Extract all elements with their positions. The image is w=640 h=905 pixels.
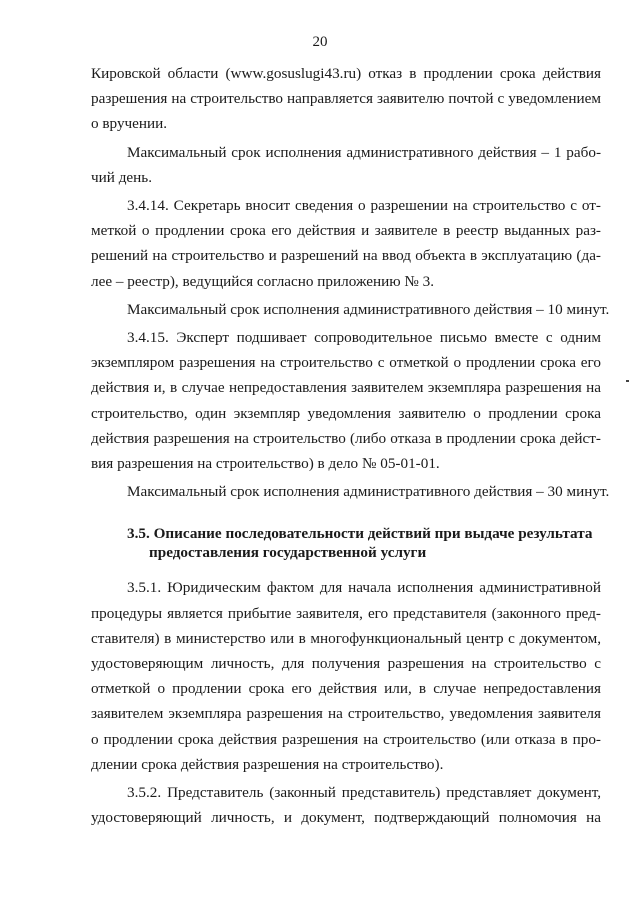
paragraph-3: [91, 193, 601, 294]
document-body: [91, 61, 610, 830]
text-line: меткой о продлении срока его действия и заявителе в реестр выданных раз-: [91, 222, 601, 240]
paragraph-6: [91, 479, 610, 504]
text-line: удостоверяющий личность, и документ, подтверждающий полномочия на: [91, 809, 601, 827]
text-line: Кировской области (www.gosuslugi43.ru) отказ в продлении срока действия: [91, 65, 601, 82]
text-line: 3.5.2. Представитель (законный представитель) представляет документ,: [127, 784, 601, 802]
text-line: 3.5.1. Юридическим фактом для начала исполнения административной: [127, 579, 601, 597]
text-line: решений на строительство и разрешений на ввод объекта в эксплуатацию (да-: [91, 247, 601, 265]
text-line: вия разрешения на строительство) в дело № 05-01-01.: [91, 455, 440, 473]
text-line: о продлении срока действия разрешения на строительство (или отказа в про-: [91, 730, 601, 748]
text-line: заявителем экземпляра разрешения на строительство, уведомления заявителя: [91, 705, 601, 723]
text-line: ставителя) в министерство или в многофункциональный центр с документом,: [91, 629, 601, 647]
scan-speck: [626, 380, 629, 382]
text-line: Максимальный срок исполнения административного действия – 10 минут.: [127, 300, 610, 318]
paragraph-2: [91, 140, 601, 190]
text-line: процедуры является прибытие заявителя, его представителя (законного пред-: [91, 604, 601, 622]
text-line: действия разрешения на строительство (либо отказа в продлении срока дейст-: [91, 429, 601, 447]
text-line: строительство, один экземпляр уведомления заявителю о продлении срока: [91, 404, 601, 422]
text-line: отметкой о продлении срока его действия или, в случае непредоставления: [91, 680, 601, 698]
text-line: чий день.: [91, 168, 153, 186]
text-line: разрешения на строительство направляется заявителю почтой с уведомлением: [91, 90, 601, 108]
paragraph-8: [91, 780, 601, 830]
text-line: 3.4.14. Секретарь вносит сведения о разрешении на строительство с от-: [127, 197, 601, 215]
page-number: 20: [312, 34, 328, 50]
text-line: 3.4.15. Эксперт подшивает сопроводительное письмо вместе с одним: [127, 329, 601, 347]
paragraph-4: [91, 297, 610, 322]
paragraph-1: [91, 61, 601, 137]
text-line: Максимальный срок исполнения административного действия – 1 рабо-: [127, 143, 601, 161]
text-line: о вручении.: [91, 115, 168, 133]
section-heading-line-1: 3.5. Описание последовательности действий при выдаче результата: [127, 525, 593, 543]
section-heading: [91, 524, 601, 562]
text-line: лее – реестр), ведущийся согласно приложению № 3.: [91, 272, 435, 290]
paragraph-7: [91, 575, 601, 777]
text-line: длении срока действия разрешения на строительство).: [91, 755, 444, 773]
text-line: Максимальный срок исполнения административного действия – 30 минут.: [127, 483, 610, 501]
text-line: экземпляром разрешения на строительство с отметкой о продлении срока его: [91, 354, 601, 372]
text-line: удостоверяющим личность, для получения разрешения на строительство с: [91, 655, 601, 673]
section-heading-line-2: предоставления государственной услуги: [149, 544, 427, 562]
paragraph-5: [91, 325, 601, 476]
text-line: действия и, в случае непредоставления заявителем экземпляра разрешения на: [91, 379, 601, 397]
